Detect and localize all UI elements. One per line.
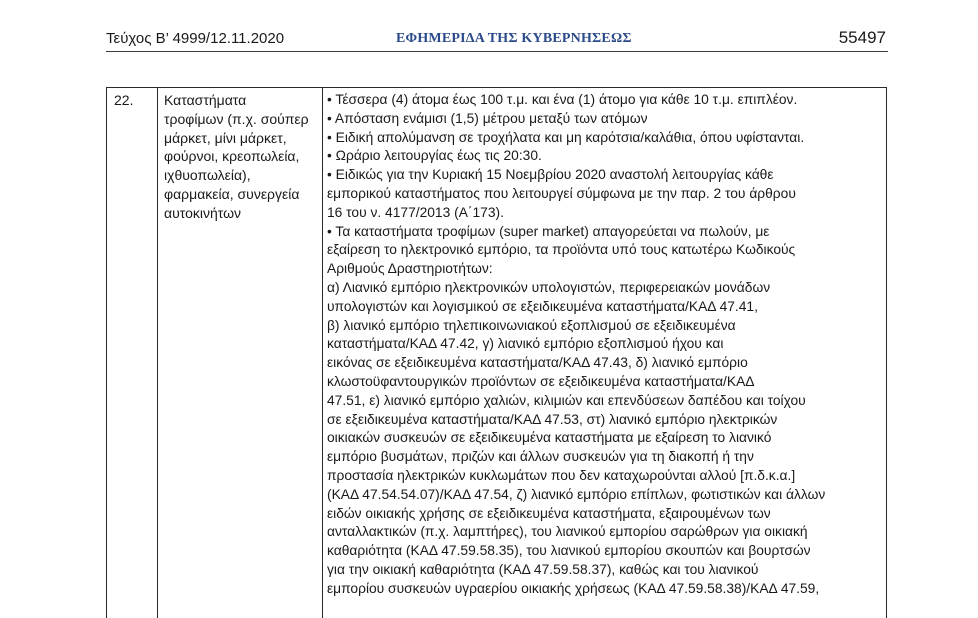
- row-number: 22.: [114, 92, 134, 108]
- measures-table: [106, 87, 887, 618]
- table-divider-1: [157, 88, 158, 618]
- detail-line: 47.51, ε) λιανικό εμπόριο χαλιών, κιλιμιών και επενδύσεων δαπέδου και τοίχου: [327, 392, 806, 408]
- category-line: μάρκετ, μίνι μάρκετ,: [164, 129, 287, 146]
- detail-line: β) λιανικό εμπόριο τηλεπικοινωνιακού εξοπλισμού σε εξειδικευμένα: [327, 317, 736, 333]
- detail-line: εικόνας σε εξειδικευμένα καταστήματα/ΚΑΔ 47.43, δ) λιανικό εμπόριο: [327, 355, 748, 371]
- category-line: ιχθυοπωλεία),: [164, 167, 251, 184]
- detail-line: 16 του ν. 4177/2013 (Α΄173).: [327, 204, 504, 220]
- table-border-right: [886, 88, 887, 618]
- category-line: φούρνοι, κρεοπωλεία,: [164, 148, 300, 165]
- page-number: 55497: [838, 28, 886, 47]
- category-line: αυτοκινήτων: [164, 204, 242, 221]
- journal-title: ΕΦΗΜΕΡΙΔΑ ΤΗΣ ΚΥΒΕΡΝΗΣΕΩΣ: [396, 31, 632, 46]
- detail-line: εμπορικού καταστήματος που λειτουργεί σύμφωνα με την παρ. 2 του άρθρου: [327, 185, 796, 201]
- detail-line: εμπόριο βυσμάτων, πριζών και άλλων συσκευών για τη διακοπή ή την: [327, 449, 754, 465]
- category-line: τροφίμων (π.χ. σούπερ: [164, 110, 309, 127]
- detail-line: υπολογιστών και λογισμικού σε εξειδικευμένα καταστήματα/ΚΑΔ 47.41,: [327, 298, 758, 314]
- detail-line: • Τα καταστήματα τροφίμων (super market) απαγορεύεται να πωλούν, με: [327, 223, 770, 239]
- detail-line: ανταλλακτικών (π.χ. λαμπτήρες), του λιανικού εμπορίου σαρώθρων για οικιακή: [327, 524, 808, 540]
- detail-line: • Απόσταση ενάμισι (1,5) μέτρου μεταξύ των ατόμων: [327, 110, 648, 126]
- detail-line: εμπορίου συσκευών υγραερίου οικιακής χρήσεως (ΚΑΔ 47.59.58.38)/ΚΑΔ 47.59,: [327, 580, 820, 596]
- detail-line: προστασία ηλεκτρικών κυκλωμάτων που δεν καταχωρούνται αλλού [π.δ.κ.α.]: [327, 467, 796, 483]
- detail-line: καταστήματα/ΚΑΔ 47.42, γ) λιανικό εμπόριο εξοπλισμού ήχου και: [327, 336, 724, 352]
- category-cell: [164, 91, 324, 223]
- detail-line: • Ωράριο λειτουργίας έως τις 20:30.: [327, 148, 542, 164]
- details-cell: [327, 91, 885, 599]
- issue-number: Τεύχος Β’ 4999/12.11.2020: [106, 30, 285, 47]
- detail-line: • Τέσσερα (4) άτομα έως 100 τ.μ. και ένα (1) άτομο για κάθε 10 τ.μ. επιπλέον.: [327, 92, 798, 107]
- detail-line: ειδών οικιακής χρήσης σε εξειδικευμένα καταστήματα, εξαιρουμένων των: [327, 505, 771, 521]
- detail-line: καθαριότητα (ΚΑΔ 47.59.58.35), του λιανικού εμπορίου σκουπών και βουρτσών: [327, 543, 811, 559]
- detail-line: • Ειδική απολύμανση σε τροχήλατα και μη καρότσια/καλάθια, όπου υφίστανται.: [327, 129, 805, 145]
- category-line: φαρμακεία, συνεργεία: [164, 185, 300, 202]
- detail-line: (ΚΑΔ 47.54.54.07)/ΚΑΔ 47.54, ζ) λιανικό εμπόριο επίπλων, φωτιστικών και άλλων: [327, 486, 826, 502]
- detail-line: κλωστοϋφαντουργικών προϊόντων σε εξειδικευμένα καταστήματα/ΚΑΔ: [327, 373, 755, 389]
- page-header: [106, 28, 888, 50]
- detail-line: οικιακών συσκευών σε εξειδικευμένα καταστήματα με εξαίρεση το λιανικό: [327, 430, 772, 446]
- detail-line: • Ειδικώς για την Κυριακή 15 Νοεμβρίου 2020 αναστολή λειτουργίας κάθε: [327, 167, 774, 183]
- detail-line: σε εξειδικευμένα καταστήματα/ΚΑΔ 47.53, στ) λιανικό εμπόριο ηλεκτρικών: [327, 411, 778, 427]
- detail-line: εξαίρεση το ηλεκτρονικό εμπόριο, τα προϊόντα υπό τους κατωτέρω Κωδικούς: [327, 242, 796, 258]
- detail-line: α) Λιανικό εμπόριο ηλεκτρονικών υπολογιστών, περιφερειακών μονάδων: [327, 279, 771, 295]
- header-rule: [106, 51, 888, 52]
- detail-line: Αριθμούς Δραστηριοτήτων:: [327, 261, 493, 277]
- table-border-left: [106, 88, 107, 618]
- category-line: Καταστήματα: [164, 92, 247, 108]
- detail-line: για την οικιακή καθαριότητα (ΚΑΔ 47.59.58.37), καθώς και του λιανικού: [327, 561, 759, 577]
